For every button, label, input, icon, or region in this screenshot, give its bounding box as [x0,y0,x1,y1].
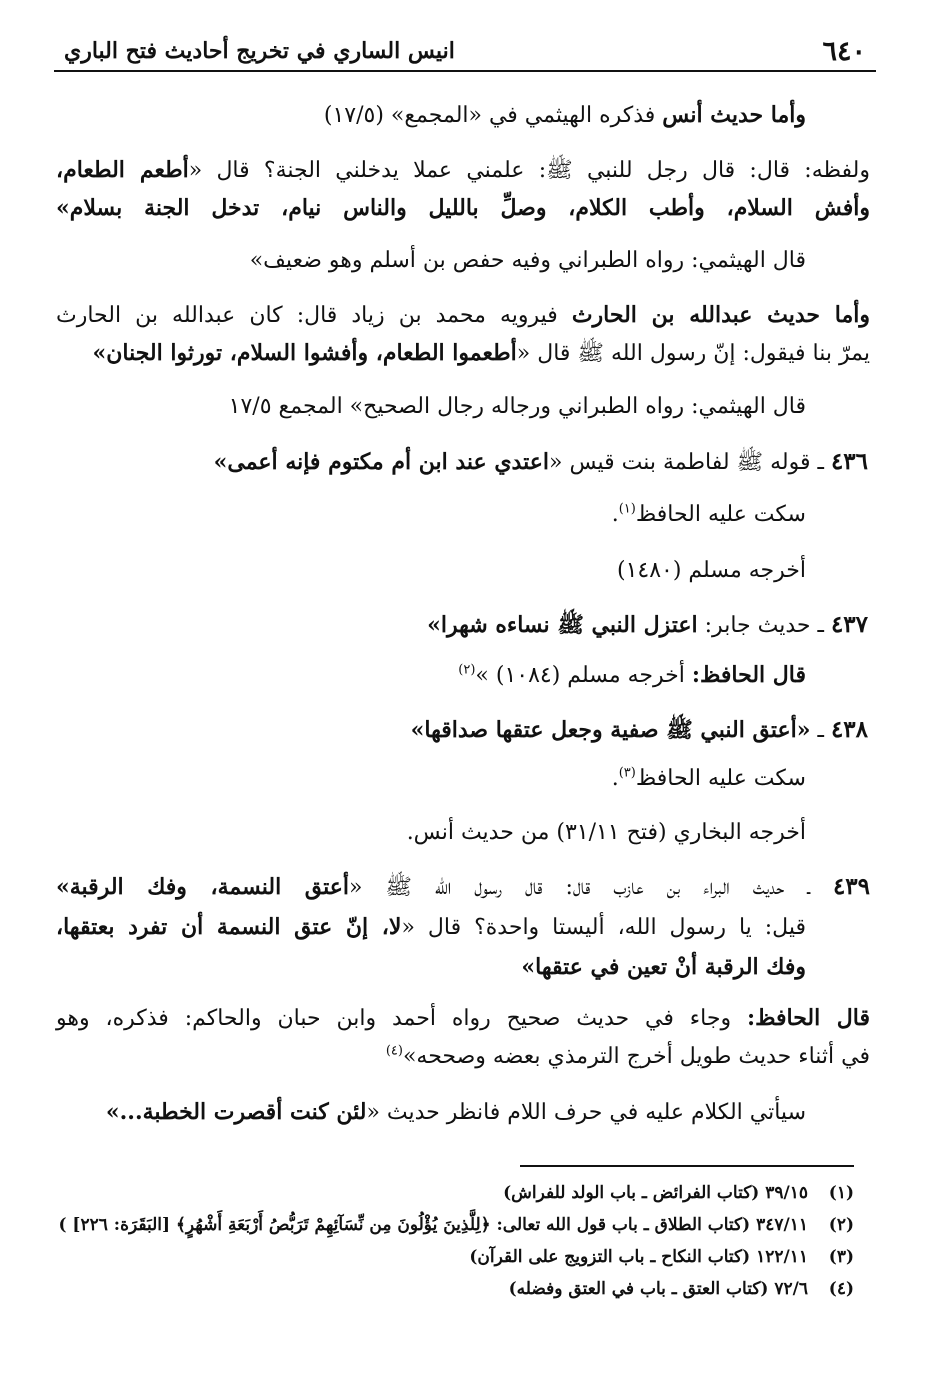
footnote-ref-1: (١) [618,501,636,517]
paragraph-haythami-note2: قال الهيثمي: رواه الطبراني ورجاله رجال الصحيح» المجمع ١٧/٥ [228,394,806,419]
footnote-ref-4: (٤) [385,1043,403,1059]
hadith-439-line2: قيل: يا رسول الله، أليستا واحدة؟ قال «لا، إنّ عتق النسمة أن تفرد بعتقها، [56,914,806,940]
footnote-1: (١)٣٩/١٥ (كتاب الفرائض ـ باب الولد للفراش) [503,1183,854,1203]
footnote-4: (٤)٧٢/٦ (كتاب العتق ـ باب في العتق وفضله) [508,1279,854,1299]
footnote-separator [520,1165,854,1167]
paragraph-anas-text-line1: ولفظه: قال: قال رجل للنبي ﷺ: علمني عملا يدخلني الجنة؟ قال «أطعم الطعام، [56,157,871,183]
footnote-ref-3: (٣) [618,765,636,781]
footnote-3: (٣)١٢٢/١١ (كتاب النكاح ـ باب التزويج على القرآن) [469,1247,854,1267]
hadith-436-note: سكت عليه الحافظ$^{(١)}$. [611,501,806,527]
hadith-437-heading: ٤٣٧ ـ حديث جابر: اعتزل النبي ﷺ نساءه شهرا» [427,611,868,638]
hafiz-statement-line2: في أثناء حديث طويل أخرج الترمذي بعضه وصححه»$^{(٤)}$ [385,1043,870,1069]
hadith-436-heading: ٤٣٦ ـ قوله ﷺ لفاطمة بنت قيس «اعتدي عند ابن أم مكتوم فإنه أعمى» [213,448,868,475]
hafiz-statement-line1: قال الحافظ: وجاء في حديث صحيح رواه أحمد وابن حبان والحاكم: فذكره، وهو [56,1005,870,1031]
cross-reference: سيأتي الكلام عليه في حرف اللام فانظر حديث «لئن كنت أقصرت الخطبة...» [105,1099,806,1125]
paragraph-haythami-note1: قال الهيثمي: رواه الطبراني وفيه حفص بن أسلم وهو ضعيف» [249,248,806,273]
footnote-ref-2: (٢) [458,662,476,678]
hadith-436-source: أخرجه مسلم (١٤٨٠) [616,558,806,583]
header-rule [54,70,876,72]
paragraph-harith-line1: وأما حديث عبدالله بن الحارث فيرويه محمد بن زياد قال: كان عبدالله بن الحارث [56,302,870,328]
hadith-438-note: سكت عليه الحافظ$^{(٣)}$. [611,765,806,791]
paragraph-anas-intro: وأما حديث أنس فذكره الهيثمي في «المجمع» (١٧/٥) [323,102,806,128]
footnote-2: (٢)٣٤٧/١١ (كتاب الطلاق ـ باب قول الله تعالى: ﴿لِلَّذِينَ يُؤْلُونَ مِن نِّسَآئِهِمْ تَرَبُّصُ أَرْبَعَةِ أَشْهُرٍ﴾ [البَقَرَة: ٢٢٦] ) [58,1215,854,1235]
page-number: ٦٤٠ [822,36,866,67]
hadith-439-line1: ٤٣٩ ـ حديث البراء بن عازب قال: قال رسول الله ﷺ «أعتق النسمة، وفك الرقبة» [56,873,870,900]
paragraph-harith-line2: يمرّ بنا فيقول: إنّ رسول الله ﷺ قال «أطعموا الطعام، وأفشوا السلام، تورثوا الجنان» [92,340,870,366]
hadith-437-note: قال الحافظ: أخرجه مسلم (١٠٨٤) »$^{(٢)}$ [458,662,806,688]
hadith-439-line3: وفك الرقبة أنْ تعين في عتقها» [521,954,806,980]
hadith-438-heading: ٤٣٨ ـ «أعتق النبي ﷺ صفية وجعل عتقها صداقها» [410,716,868,743]
paragraph-anas-text-line2: وأفش السلام، وأطب الكلام، وصلِّ بالليل والناس نيام، تدخل الجنة بسلام» [56,195,870,221]
running-title: انيس الساري في تخريج أحاديث فتح الباري [64,38,455,64]
hadith-438-source: أخرجه البخاري (فتح ٣١/١١) من حديث أنس. [406,820,806,845]
